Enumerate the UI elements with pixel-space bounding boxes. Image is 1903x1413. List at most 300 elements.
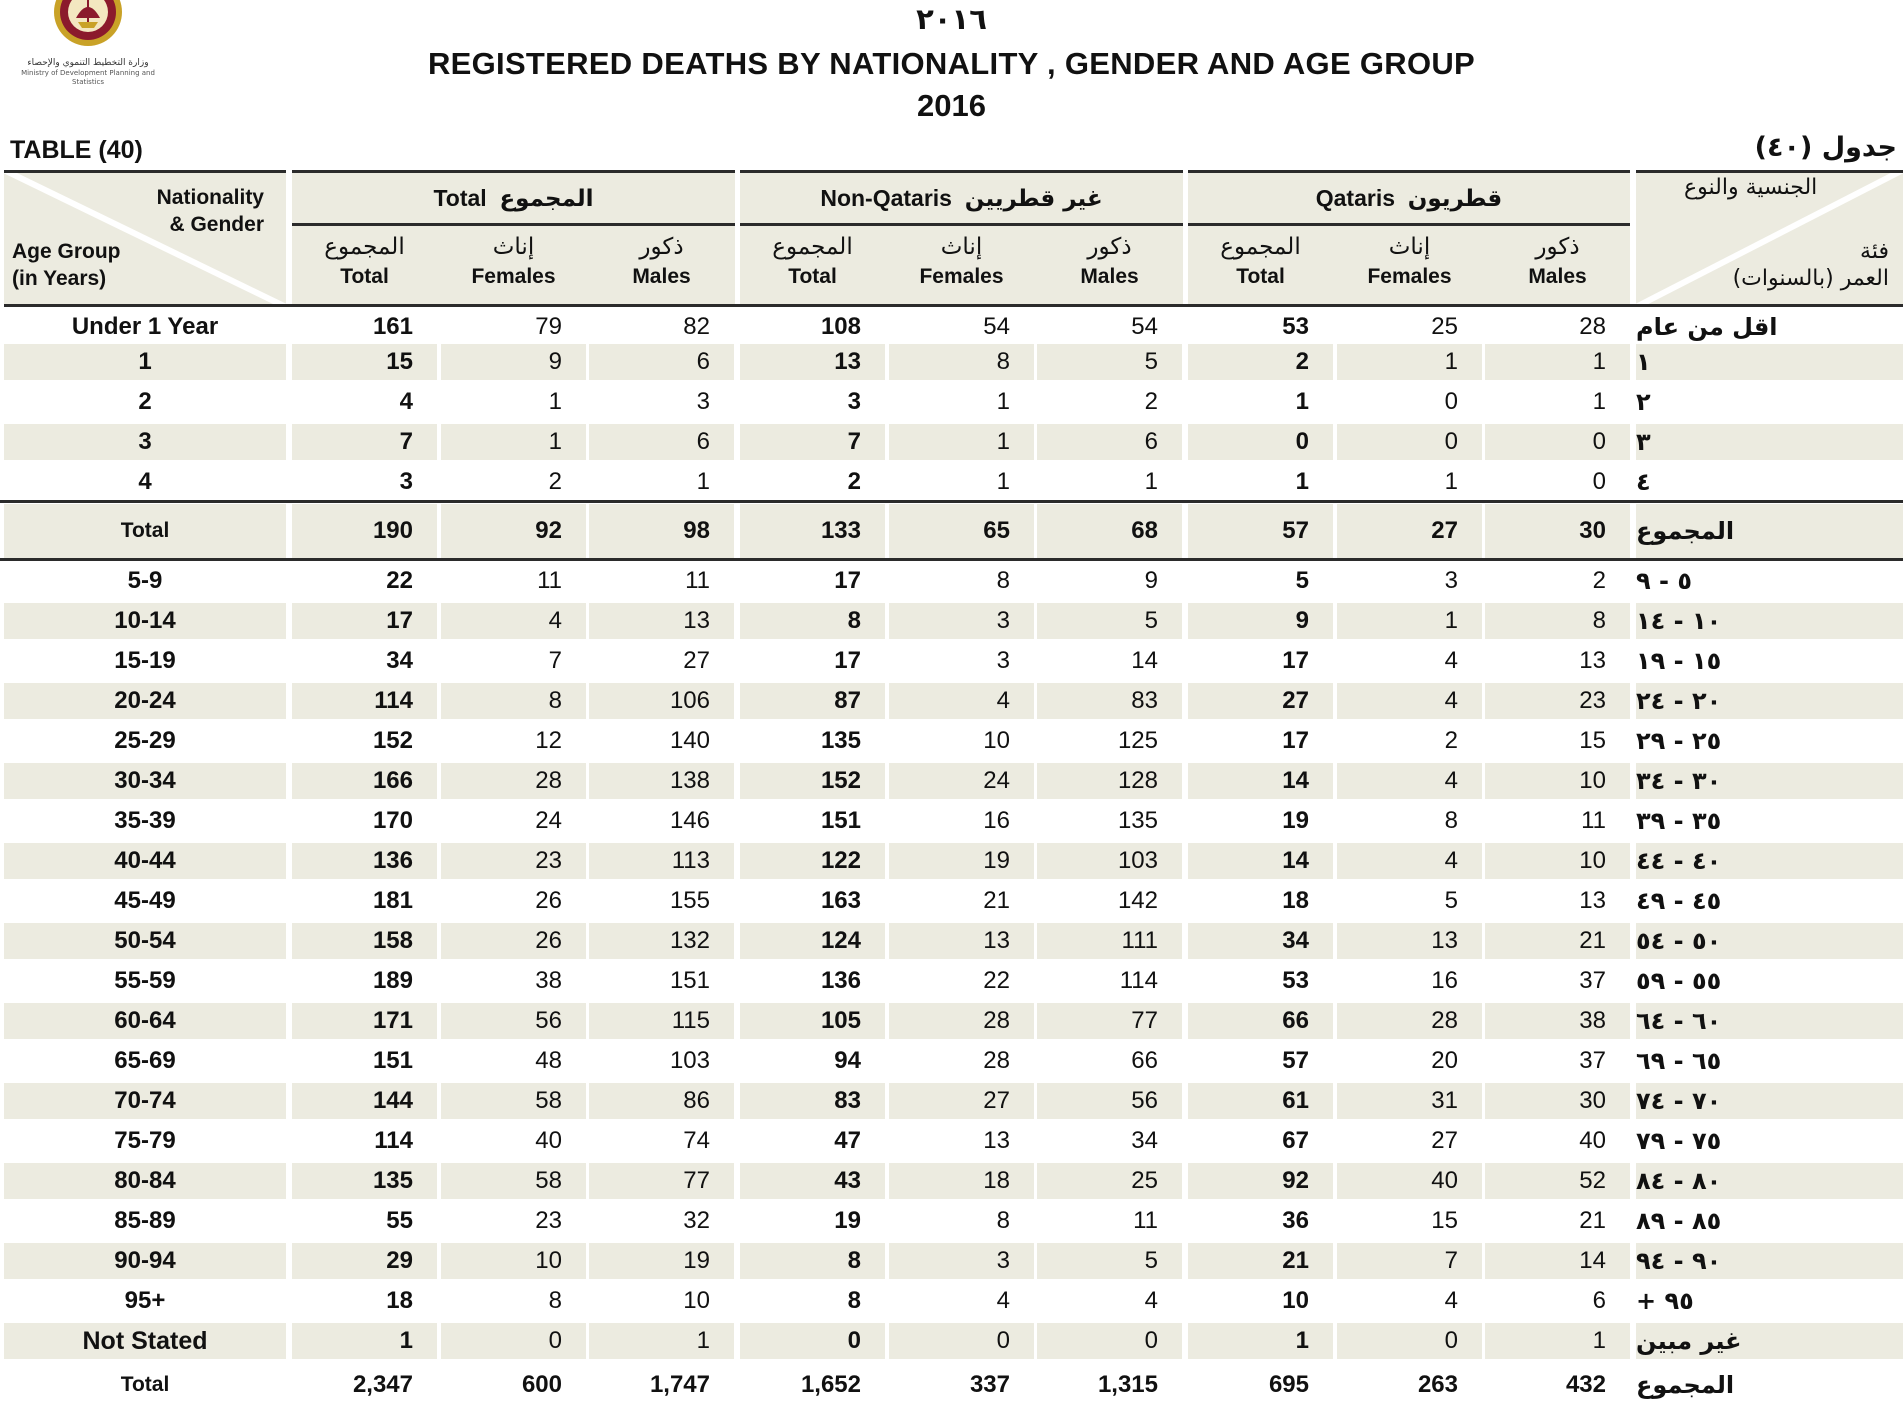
value-cell: 155 xyxy=(669,887,710,914)
age-group-label: 30-34 xyxy=(114,767,176,794)
value-cell: 28 xyxy=(983,1007,1010,1034)
value-cell: 13 xyxy=(1579,647,1606,674)
age-group-label-ar: ١٥ - ١٩ xyxy=(1636,647,1722,675)
table-row xyxy=(0,723,1903,759)
corner-years-label: (in Years) xyxy=(12,267,107,290)
age-group-label: 2 xyxy=(138,388,152,415)
table-row xyxy=(0,883,1903,919)
value-cell: 83 xyxy=(1131,687,1158,714)
table-row xyxy=(0,763,1903,799)
subheader-males: ذكور Males xyxy=(632,234,691,288)
subheader-males: ذكور Males xyxy=(1528,234,1587,288)
value-cell: 136 xyxy=(820,967,861,994)
value-cell: 1 xyxy=(1592,1327,1606,1354)
value-cell: 105 xyxy=(820,1007,861,1034)
age-group-label-ar: ٩٠ - ٩٤ xyxy=(1636,1247,1722,1275)
value-cell: 40 xyxy=(1579,1127,1606,1154)
value-cell: 61 xyxy=(1282,1087,1309,1114)
value-cell: 0 xyxy=(548,1327,562,1354)
value-cell: 13 xyxy=(1579,887,1606,914)
subheader-males: ذكور Males xyxy=(1080,234,1139,288)
value-cell: 1 xyxy=(696,468,710,495)
value-cell: 19 xyxy=(1282,807,1309,834)
value-cell: 6 xyxy=(696,348,710,375)
value-cell: 190 xyxy=(372,517,413,544)
value-cell: 25 xyxy=(1131,1167,1158,1194)
value-cell: 13 xyxy=(683,607,710,634)
age-group-label-ar: ٥٠ - ٥٤ xyxy=(1636,927,1722,955)
value-cell: 8 xyxy=(847,607,861,634)
value-cell: 0 xyxy=(1592,428,1606,455)
value-cell: 432 xyxy=(1565,1371,1606,1398)
value-cell: 31 xyxy=(1431,1087,1458,1114)
value-cell: 86 xyxy=(683,1087,710,1114)
table-row xyxy=(0,1163,1903,1199)
value-cell: 8 xyxy=(548,687,562,714)
age-group-label: Total xyxy=(120,519,170,542)
value-cell: 125 xyxy=(1117,727,1158,754)
value-cell: 3 xyxy=(847,388,861,415)
value-cell: 1 xyxy=(1295,468,1309,495)
age-group-label: Not Stated xyxy=(82,1326,208,1355)
age-group-label: 10-14 xyxy=(114,607,176,634)
table-row xyxy=(0,1003,1903,1039)
age-group-label: 50-54 xyxy=(114,927,176,954)
age-group-label-ar: ٣٥ - ٣٩ xyxy=(1636,807,1722,835)
value-cell: 2,347 xyxy=(352,1371,413,1398)
value-cell: 8 xyxy=(1592,607,1606,634)
age-group-label: 75-79 xyxy=(114,1127,176,1154)
value-cell: 122 xyxy=(820,847,861,874)
value-cell: 14 xyxy=(1131,647,1158,674)
value-cell: 38 xyxy=(1579,1007,1606,1034)
table-row xyxy=(0,424,1903,460)
value-cell: 1 xyxy=(1592,348,1606,375)
age-group-label: 3 xyxy=(138,428,152,455)
value-cell: 1 xyxy=(1295,388,1309,415)
age-group-label: 95+ xyxy=(124,1287,166,1314)
age-group-label-ar: ٤ xyxy=(1636,468,1651,496)
value-cell: 2 xyxy=(1592,567,1606,594)
table-row xyxy=(0,309,1903,345)
age-group-label-ar: ٦٥ - ٦٩ xyxy=(1636,1047,1722,1075)
value-cell: 28 xyxy=(1431,1007,1458,1034)
value-cell: 13 xyxy=(834,348,861,375)
page-title: REGISTERED DEATHS BY NATIONALITY , GENDER AND AGE GROUP xyxy=(427,46,1476,81)
value-cell: 108 xyxy=(820,313,861,340)
value-cell: 142 xyxy=(1117,887,1158,914)
age-group-label-ar: ٧٠ - ٧٤ xyxy=(1636,1087,1722,1115)
subheader-females: إناث Females xyxy=(471,234,556,288)
age-group-label-ar: ٨٠ - ٨٤ xyxy=(1636,1167,1722,1195)
ministry-name-en: Ministry of Development Planning and Statistics xyxy=(21,69,155,86)
value-cell: 0 xyxy=(847,1327,861,1354)
value-cell: 4 xyxy=(399,388,413,415)
value-cell: 115 xyxy=(671,1007,710,1034)
value-cell: 1,652 xyxy=(800,1371,861,1398)
value-cell: 17 xyxy=(1282,727,1309,754)
value-cell: 103 xyxy=(1117,847,1158,874)
value-cell: 34 xyxy=(386,647,413,674)
value-cell: 4 xyxy=(1444,767,1458,794)
value-cell: 7 xyxy=(548,647,562,674)
value-cell: 8 xyxy=(996,567,1010,594)
value-cell: 13 xyxy=(1431,927,1458,954)
value-cell: 98 xyxy=(683,517,710,544)
age-group-label: 1 xyxy=(138,348,152,375)
value-cell: 133 xyxy=(820,517,861,544)
value-cell: 12 xyxy=(535,727,562,754)
table-row xyxy=(0,464,1903,500)
value-cell: 3 xyxy=(996,1247,1010,1274)
value-cell: 79 xyxy=(535,313,562,340)
value-cell: 83 xyxy=(834,1087,861,1114)
value-cell: 18 xyxy=(983,1167,1010,1194)
total-row xyxy=(0,1363,1903,1407)
age-group-label: 40-44 xyxy=(114,847,176,874)
value-cell: 1 xyxy=(399,1327,413,1354)
table-row xyxy=(0,963,1903,999)
value-cell: 136 xyxy=(372,847,413,874)
row-divider xyxy=(0,558,1903,561)
value-cell: 17 xyxy=(386,607,413,634)
value-cell: 0 xyxy=(1295,428,1309,455)
value-cell: 28 xyxy=(983,1047,1010,1074)
corner-cell-right xyxy=(1636,170,1903,307)
group-header-total: Total المجموع xyxy=(433,185,594,212)
age-group-label-ar: ٢ xyxy=(1636,388,1651,416)
value-cell: 135 xyxy=(372,1167,413,1194)
value-cell: 38 xyxy=(535,967,562,994)
age-group-label-ar: ٨٥ - ٨٩ xyxy=(1636,1207,1722,1235)
table-number-ar: جدول (٤٠) xyxy=(1754,132,1897,163)
group-header-qataris: Qataris قطريون xyxy=(1315,185,1503,212)
value-cell: 132 xyxy=(669,927,710,954)
value-cell: 337 xyxy=(969,1371,1010,1398)
value-cell: 19 xyxy=(683,1247,710,1274)
age-group-label: 65-69 xyxy=(114,1047,176,1074)
value-cell: 0 xyxy=(1144,1327,1158,1354)
value-cell: 158 xyxy=(372,927,413,954)
value-cell: 8 xyxy=(996,348,1010,375)
value-cell: 58 xyxy=(535,1087,562,1114)
value-cell: 1 xyxy=(996,388,1010,415)
age-group-label-ar: المجموع xyxy=(1636,517,1735,545)
age-group-label: 80-84 xyxy=(114,1167,176,1194)
value-cell: 54 xyxy=(1131,313,1158,340)
value-cell: 57 xyxy=(1282,1047,1309,1074)
value-cell: 600 xyxy=(521,1371,562,1398)
age-group-label-ar: ٣٠ - ٣٤ xyxy=(1636,767,1722,795)
age-group-label-ar: ٩٥ + xyxy=(1636,1287,1694,1315)
value-cell: 2 xyxy=(548,468,562,495)
value-cell: 151 xyxy=(372,1047,413,1074)
value-cell: 5 xyxy=(1144,607,1158,634)
value-cell: 170 xyxy=(372,807,413,834)
value-cell: 8 xyxy=(847,1287,861,1314)
value-cell: 0 xyxy=(1444,388,1458,415)
value-cell: 1 xyxy=(1295,1327,1309,1354)
value-cell: 66 xyxy=(1131,1047,1158,1074)
age-group-label-ar: ٥ - ٩ xyxy=(1636,567,1692,595)
value-cell: 56 xyxy=(535,1007,562,1034)
value-cell: 3 xyxy=(996,607,1010,634)
age-group-label: 85-89 xyxy=(114,1207,176,1234)
age-group-label-ar: ٤٥ - ٤٩ xyxy=(1636,887,1722,915)
value-cell: 22 xyxy=(983,967,1010,994)
value-cell: 10 xyxy=(1579,767,1606,794)
value-cell: 111 xyxy=(1121,927,1158,954)
age-group-label-ar: ١٠ - ١٤ xyxy=(1636,607,1722,635)
value-cell: 695 xyxy=(1268,1371,1309,1398)
corner-years-label-ar: العمر (بالسنوات) xyxy=(1732,266,1889,291)
age-group-label-ar: ٧٥ - ٧٩ xyxy=(1636,1127,1722,1155)
value-cell: 40 xyxy=(1431,1167,1458,1194)
value-cell: 27 xyxy=(1431,517,1458,544)
value-cell: 1,747 xyxy=(649,1371,710,1398)
value-cell: 4 xyxy=(1144,1287,1158,1314)
value-cell: 14 xyxy=(1579,1247,1606,1274)
age-group-label: 20-24 xyxy=(114,687,176,714)
corner-nationality-label: Nationality xyxy=(156,186,264,209)
value-cell: 67 xyxy=(1282,1127,1309,1154)
table-row xyxy=(0,563,1903,599)
value-cell: 19 xyxy=(983,847,1010,874)
value-cell: 6 xyxy=(1144,428,1158,455)
value-cell: 16 xyxy=(983,807,1010,834)
value-cell: 54 xyxy=(983,313,1010,340)
value-cell: 114 xyxy=(374,1127,413,1154)
value-cell: 1 xyxy=(548,428,562,455)
value-cell: 55 xyxy=(386,1207,413,1234)
age-group-label-ar: ٢٥ - ٢٩ xyxy=(1636,727,1722,755)
value-cell: 128 xyxy=(1117,767,1158,794)
value-cell: 5 xyxy=(1144,348,1158,375)
table-row xyxy=(0,384,1903,420)
value-cell: 27 xyxy=(1431,1127,1458,1154)
value-cell: 13 xyxy=(983,1127,1010,1154)
age-group-label: 4 xyxy=(138,468,152,495)
age-group-label-ar: اقل من عام xyxy=(1636,313,1778,341)
value-cell: 15 xyxy=(1431,1207,1458,1234)
value-cell: 77 xyxy=(683,1167,710,1194)
ministry-name-ar: وزارة التخطيط التنموي والإحصاء xyxy=(27,58,149,68)
value-cell: 1 xyxy=(696,1327,710,1354)
age-group-label-ar: ٣ xyxy=(1636,428,1651,456)
value-cell: 5 xyxy=(1144,1247,1158,1274)
value-cell: 14 xyxy=(1282,847,1309,874)
age-group-label: 5-9 xyxy=(127,567,163,594)
value-cell: 4 xyxy=(1444,1287,1458,1314)
value-cell: 144 xyxy=(372,1087,413,1114)
table-row xyxy=(0,1203,1903,1239)
value-cell: 140 xyxy=(669,727,710,754)
age-group-label-ar: المجموع xyxy=(1636,1371,1735,1399)
value-cell: 263 xyxy=(1417,1371,1458,1398)
value-cell: 30 xyxy=(1579,1087,1606,1114)
value-cell: 135 xyxy=(1117,807,1158,834)
total-row xyxy=(0,504,1903,558)
group-header-non-qataris: Non-Qataris غير قطريين xyxy=(820,185,1103,212)
age-group-label-ar: ٤٠ - ٤٤ xyxy=(1636,847,1722,875)
value-cell: 4 xyxy=(1444,647,1458,674)
value-cell: 58 xyxy=(535,1167,562,1194)
age-group-label: 45-49 xyxy=(114,887,176,914)
value-cell: 10 xyxy=(1282,1287,1309,1314)
value-cell: 15 xyxy=(1579,727,1606,754)
value-cell: 2 xyxy=(847,468,861,495)
value-cell: 82 xyxy=(683,313,710,340)
table-row xyxy=(0,1123,1903,1159)
value-cell: 6 xyxy=(696,428,710,455)
value-cell: 37 xyxy=(1579,967,1606,994)
value-cell: 3 xyxy=(399,468,413,495)
value-cell: 9 xyxy=(548,348,562,375)
value-cell: 21 xyxy=(1579,927,1606,954)
value-cell: 8 xyxy=(996,1207,1010,1234)
value-cell: 1 xyxy=(1592,388,1606,415)
value-cell: 27 xyxy=(683,647,710,674)
value-cell: 163 xyxy=(820,887,861,914)
page-year: 2016 xyxy=(917,88,986,123)
value-cell: 189 xyxy=(372,967,413,994)
value-cell: 5 xyxy=(1295,567,1309,594)
value-cell: 77 xyxy=(1131,1007,1158,1034)
value-cell: 114 xyxy=(374,687,413,714)
value-cell: 36 xyxy=(1282,1207,1309,1234)
subheader-total: المجموع Total xyxy=(772,234,853,288)
value-cell: 20 xyxy=(1431,1047,1458,1074)
value-cell: 114 xyxy=(1119,967,1158,994)
value-cell: 1 xyxy=(996,428,1010,455)
value-cell: 7 xyxy=(399,428,413,455)
corner-gender-label: & Gender xyxy=(169,213,264,236)
value-cell: 68 xyxy=(1131,517,1158,544)
table-row xyxy=(0,843,1903,879)
value-cell: 10 xyxy=(535,1247,562,1274)
value-cell: 92 xyxy=(1282,1167,1309,1194)
value-cell: 2 xyxy=(1444,727,1458,754)
value-cell: 14 xyxy=(1282,767,1309,794)
value-cell: 11 xyxy=(1133,1207,1158,1234)
value-cell: 103 xyxy=(669,1047,710,1074)
value-cell: 2 xyxy=(1295,348,1309,375)
table-row xyxy=(0,643,1903,679)
corner-age-label-ar: فئة xyxy=(1860,239,1889,264)
value-cell: 48 xyxy=(535,1047,562,1074)
value-cell: 8 xyxy=(548,1287,562,1314)
age-group-label: Total xyxy=(120,1373,170,1396)
value-cell: 4 xyxy=(1444,687,1458,714)
value-cell: 9 xyxy=(1295,607,1309,634)
value-cell: 34 xyxy=(1131,1127,1158,1154)
age-group-label: 90-94 xyxy=(114,1247,176,1274)
value-cell: 146 xyxy=(669,807,710,834)
value-cell: 11 xyxy=(537,567,562,594)
table-number: TABLE (40) xyxy=(10,136,143,164)
value-cell: 0 xyxy=(1444,428,1458,455)
value-cell: 21 xyxy=(983,887,1010,914)
corner-age-group-label: Age Group xyxy=(12,240,121,263)
subheader-total: المجموع Total xyxy=(1220,234,1301,288)
value-cell: 53 xyxy=(1282,967,1309,994)
value-cell: 1 xyxy=(1444,468,1458,495)
value-cell: 30 xyxy=(1579,517,1606,544)
row-divider xyxy=(0,500,1903,503)
corner-cell-left xyxy=(4,170,286,307)
value-cell: 27 xyxy=(983,1087,1010,1114)
value-cell: 6 xyxy=(1592,1287,1606,1314)
value-cell: 138 xyxy=(669,767,710,794)
value-cell: 1 xyxy=(1144,468,1158,495)
value-cell: 1 xyxy=(548,388,562,415)
value-cell: 17 xyxy=(1282,647,1309,674)
value-cell: 43 xyxy=(834,1167,861,1194)
value-cell: 8 xyxy=(847,1247,861,1274)
value-cell: 11 xyxy=(1581,807,1606,834)
age-group-label: 70-74 xyxy=(114,1087,176,1114)
value-cell: 10 xyxy=(1579,847,1606,874)
value-cell: 23 xyxy=(535,1207,562,1234)
value-cell: 27 xyxy=(1282,687,1309,714)
value-cell: 1 xyxy=(1444,607,1458,634)
age-group-label: 25-29 xyxy=(114,727,176,754)
value-cell: 4 xyxy=(548,607,562,634)
value-cell: 11 xyxy=(685,567,710,594)
value-cell: 3 xyxy=(996,647,1010,674)
value-cell: 135 xyxy=(820,727,861,754)
value-cell: 24 xyxy=(535,807,562,834)
value-cell: 18 xyxy=(386,1287,413,1314)
value-cell: 2 xyxy=(1144,388,1158,415)
value-cell: 23 xyxy=(535,847,562,874)
value-cell: 57 xyxy=(1282,517,1309,544)
value-cell: 28 xyxy=(535,767,562,794)
table-row xyxy=(0,923,1903,959)
value-cell: 40 xyxy=(535,1127,562,1154)
value-cell: 26 xyxy=(535,927,562,954)
age-group-label-ar: ٥٥ - ٥٩ xyxy=(1636,967,1722,995)
value-cell: 24 xyxy=(983,767,1010,794)
value-cell: 65 xyxy=(983,517,1010,544)
value-cell: 7 xyxy=(1444,1247,1458,1274)
table-row xyxy=(0,683,1903,719)
value-cell: 22 xyxy=(386,567,413,594)
age-group-label: 35-39 xyxy=(114,807,176,834)
table-header xyxy=(0,170,1903,307)
value-cell: 1 xyxy=(996,468,1010,495)
value-cell: 17 xyxy=(834,567,861,594)
value-cell: 10 xyxy=(983,727,1010,754)
value-cell: 113 xyxy=(671,847,710,874)
value-cell: 92 xyxy=(535,517,562,544)
value-cell: 124 xyxy=(820,927,861,954)
value-cell: 29 xyxy=(386,1247,413,1274)
value-cell: 1,315 xyxy=(1097,1371,1158,1398)
value-cell: 17 xyxy=(834,647,861,674)
value-cell: 21 xyxy=(1579,1207,1606,1234)
value-cell: 52 xyxy=(1579,1167,1606,1194)
subheader-females: إناث Females xyxy=(1367,234,1452,288)
value-cell: 3 xyxy=(1444,567,1458,594)
age-group-label: 15-19 xyxy=(114,647,176,674)
age-group-label-ar: ٦٠ - ٦٤ xyxy=(1636,1007,1722,1035)
corner-nationality-label-ar: الجنسية والنوع xyxy=(1684,175,1818,200)
table-row xyxy=(0,1083,1903,1119)
value-cell: 0 xyxy=(1592,468,1606,495)
value-cell: 5 xyxy=(1444,887,1458,914)
value-cell: 151 xyxy=(820,807,861,834)
